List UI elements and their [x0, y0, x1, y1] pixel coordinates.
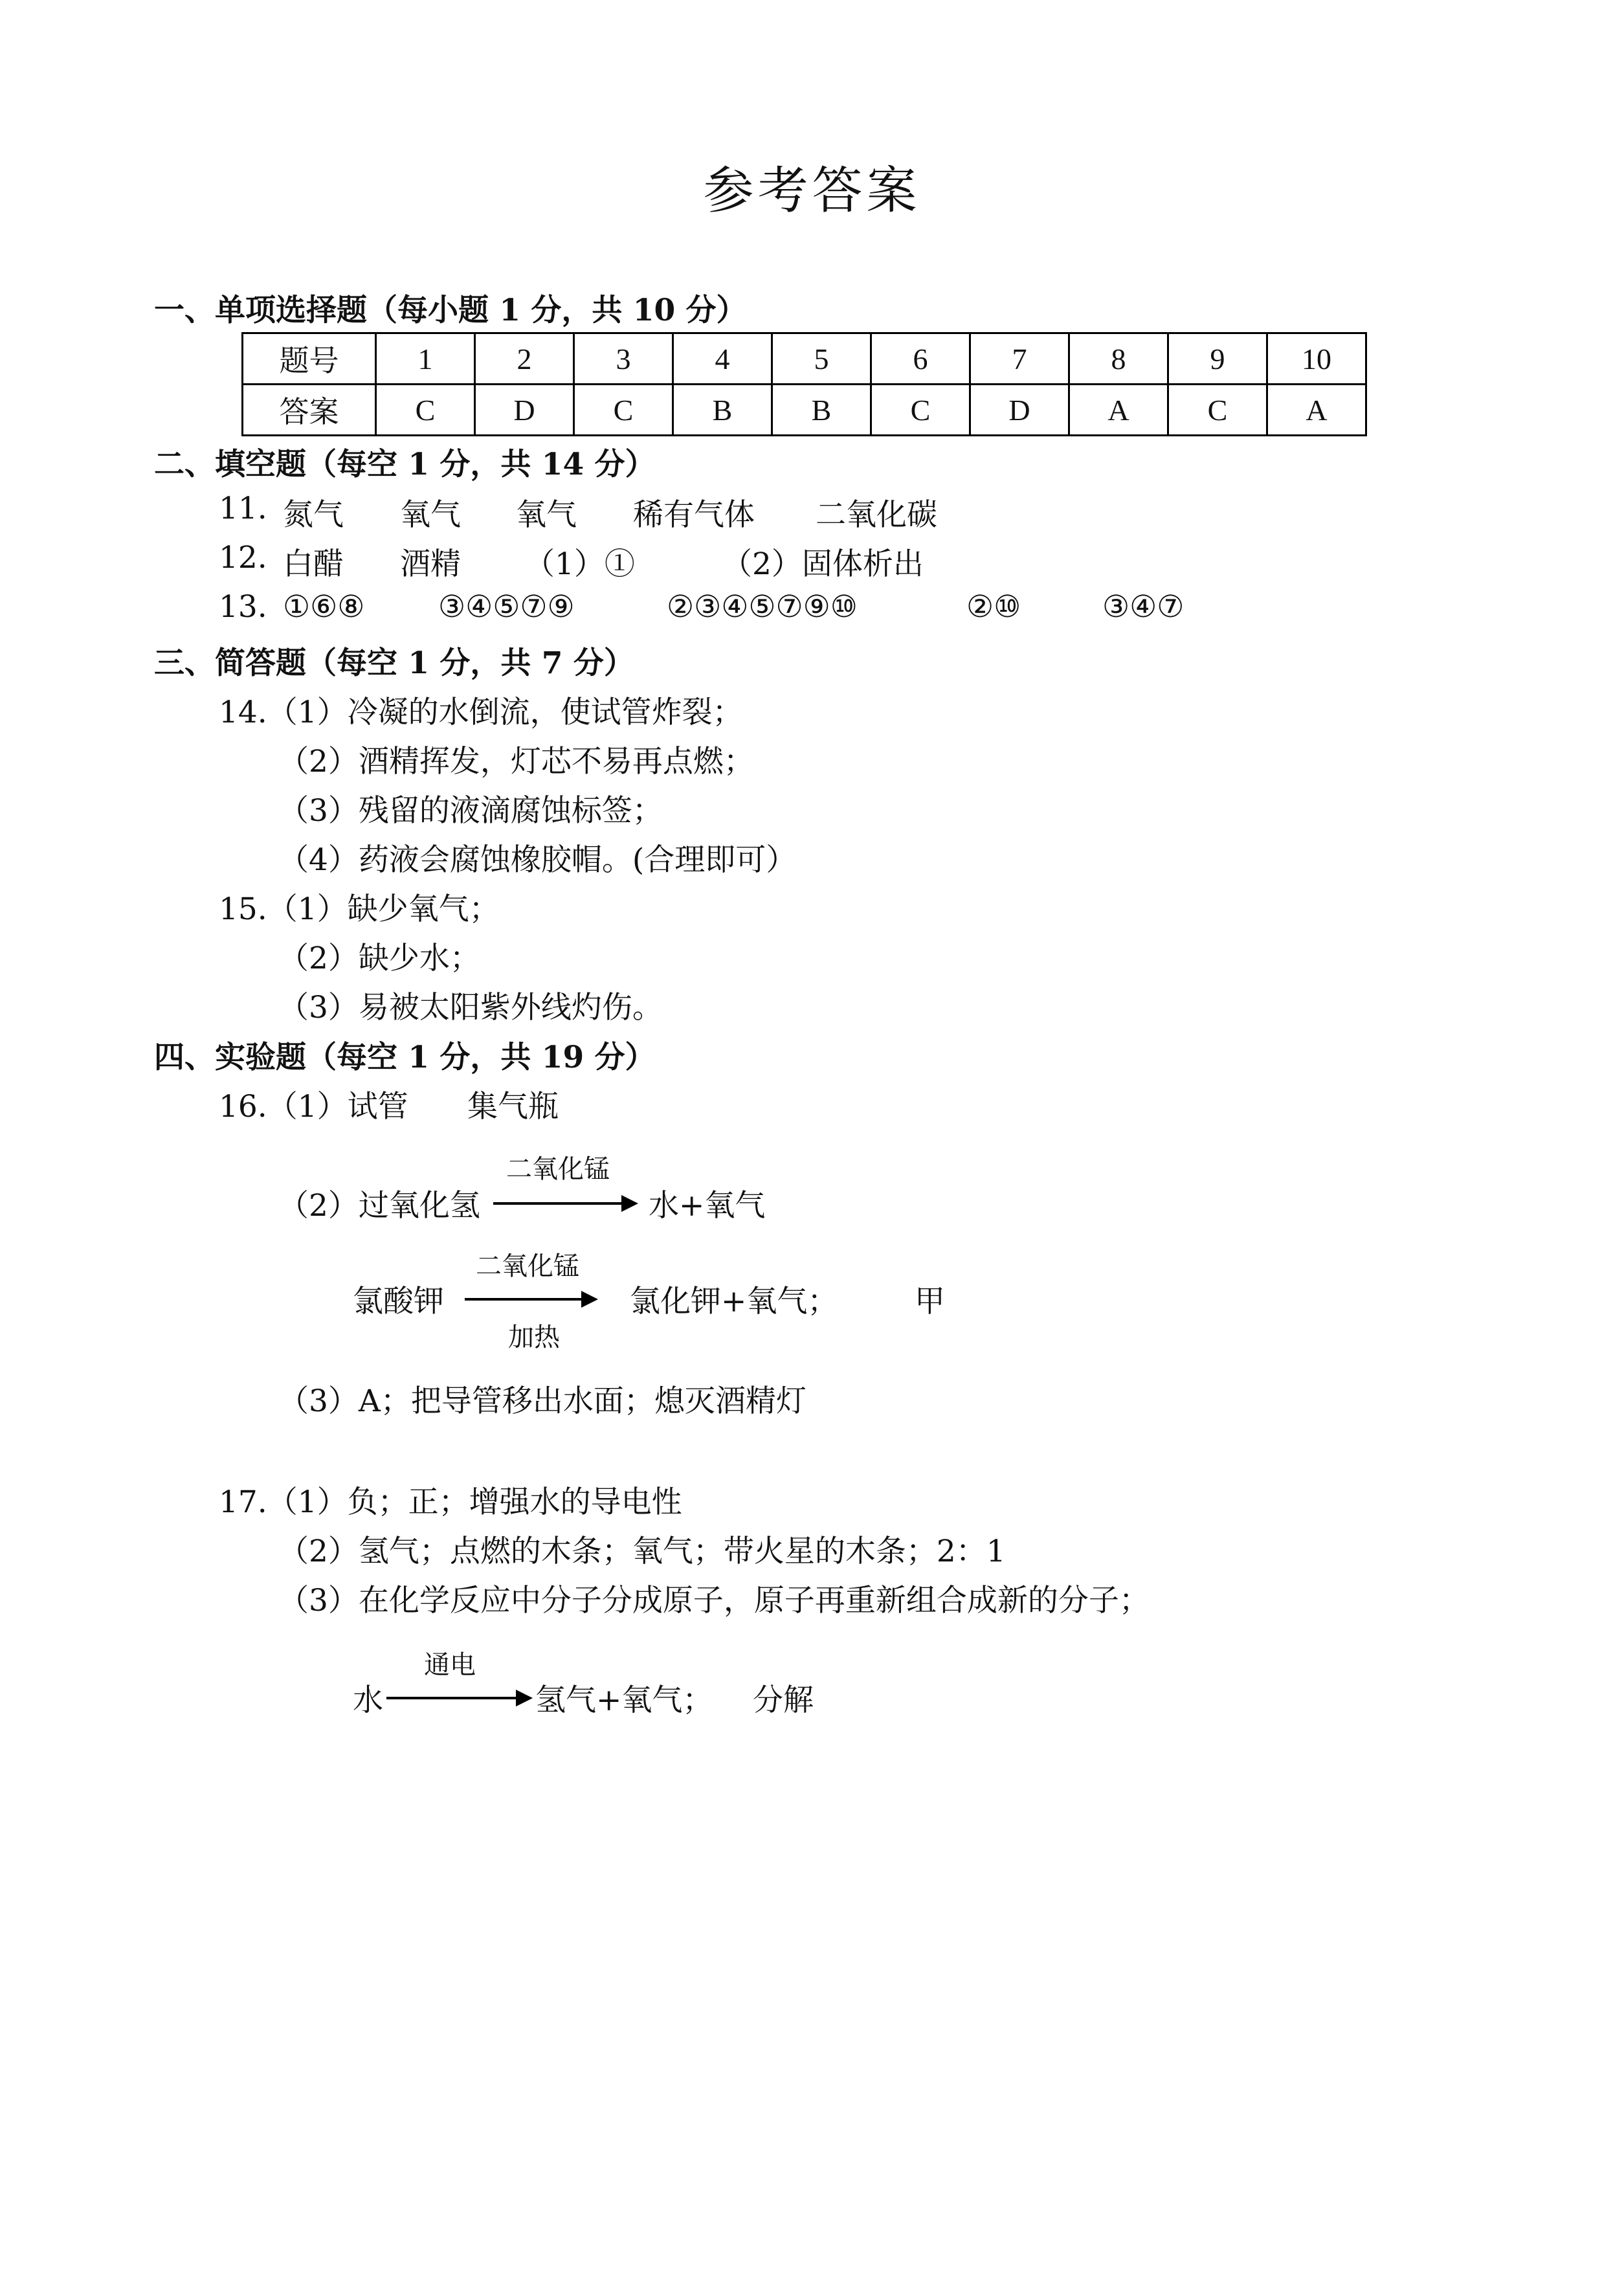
q16-line: 16.（1）试管 [219, 1089, 408, 1124]
q11-answer: 氧气 [516, 497, 577, 533]
q11-answer: 氧气 [400, 497, 461, 533]
q17-line: （3）在化学反应中分子分成原子，原子再重新组合成新的分子； [278, 1583, 1150, 1618]
q11-answer: 氮气 [283, 497, 344, 533]
reaction-condition: 通电 [424, 1650, 476, 1680]
table-cell: 5 [772, 333, 871, 385]
q12-number: 12. [219, 540, 267, 576]
table-cell: 9 [1168, 333, 1267, 385]
q16-answer: 甲 [915, 1284, 945, 1319]
table-cell: A [1267, 385, 1366, 436]
q16-equation-product: 氯化钾+氧气； [630, 1284, 838, 1319]
table-cell: C [1168, 385, 1267, 436]
table-cell: 答案 [243, 385, 376, 436]
q17-answer: 分解 [753, 1683, 814, 1718]
q11-number: 11. [219, 491, 267, 526]
table-cell: 8 [1069, 333, 1168, 385]
table-cell: 3 [574, 333, 673, 385]
q11-answer: 二氧化碳 [816, 497, 937, 533]
section2-heading: 二、填空题（每空 1 分，共 14 分） [154, 447, 656, 482]
table-row [243, 333, 1366, 385]
q12-answer: 白醋 [283, 546, 344, 582]
q13-answer: ②⑩ [966, 589, 1021, 625]
q12-answer: （1）① [524, 546, 635, 582]
reaction-condition: 二氧化锰 [476, 1251, 579, 1281]
q14-line: 14.（1）冷凝的水倒流，使试管炸裂； [219, 695, 743, 730]
section1-heading: 一、单项选择题（每小题 1 分，共 10 分） [154, 293, 747, 328]
q17-equation-reactant: 水 [353, 1683, 383, 1718]
q15-line: 15.（1）缺少氧气； [219, 891, 500, 927]
q16-line: （3）A；把导管移出水面；熄灭酒精灯 [278, 1383, 806, 1419]
q13-answer: ①⑥⑧ [283, 589, 365, 625]
q15-line: （3）易被太阳紫外线灼伤。 [278, 990, 663, 1025]
reaction-condition: 二氧化锰 [506, 1154, 610, 1184]
answer-table [241, 332, 1367, 436]
reaction-arrow-icon [493, 1202, 634, 1205]
q13-answer: ②③④⑤⑦⑨⑩ [667, 589, 858, 625]
q12-answer: （2）固体析出 [722, 546, 924, 582]
table-cell: 7 [970, 333, 1069, 385]
table-cell: 4 [673, 333, 772, 385]
q14-line: （2）酒精挥发，灯芯不易再点燃； [278, 744, 754, 779]
reaction-arrow-icon [386, 1697, 529, 1699]
table-row [243, 385, 1366, 436]
table-cell: D [970, 385, 1069, 436]
q12-answer: 酒精 [400, 546, 461, 582]
table-cell: D [475, 385, 574, 436]
reaction-arrow-icon [465, 1298, 594, 1301]
table-cell: 10 [1267, 333, 1366, 385]
table-cell: B [673, 385, 772, 436]
q17-line: （2）氢气；点燃的木条；氧气；带火星的木条；2：1 [278, 1534, 1006, 1569]
q14-line: （3）残留的液滴腐蚀标签； [278, 793, 663, 829]
page-title: 参考答案 [703, 162, 921, 220]
q11-answer: 稀有气体 [633, 497, 755, 533]
q17-line: 17.（1）负；正；增强水的导电性 [219, 1484, 682, 1520]
q16-equation-product: 水+氧气 [649, 1188, 766, 1224]
table-cell: A [1069, 385, 1168, 436]
q13-number: 13. [219, 589, 267, 625]
q13-answer: ③④⑤⑦⑨ [438, 589, 575, 625]
q15-line: （2）缺少水； [278, 941, 480, 976]
table-cell: C [574, 385, 673, 436]
table-cell: 题号 [243, 333, 376, 385]
table-cell: C [376, 385, 475, 436]
q16-equation-reactant: （2）过氧化氢 [278, 1188, 480, 1224]
q14-line: （4）药液会腐蚀橡胶帽。(合理即可） [278, 842, 797, 878]
table-cell: 2 [475, 333, 574, 385]
q13-answer: ③④⑦ [1102, 589, 1185, 625]
q16-answer: 集气瓶 [467, 1089, 559, 1124]
section4-heading: 四、实验题（每空 1 分，共 19 分） [154, 1040, 656, 1075]
section3-heading: 三、简答题（每空 1 分，共 7 分） [154, 645, 634, 681]
q16-equation-reactant: 氯酸钾 [353, 1284, 444, 1319]
table-cell: 6 [871, 333, 970, 385]
table-cell: C [871, 385, 970, 436]
reaction-condition: 加热 [508, 1323, 560, 1352]
table-cell: 1 [376, 333, 475, 385]
q17-equation-product: 氢气+氧气； [535, 1683, 713, 1718]
table-cell: B [772, 385, 871, 436]
